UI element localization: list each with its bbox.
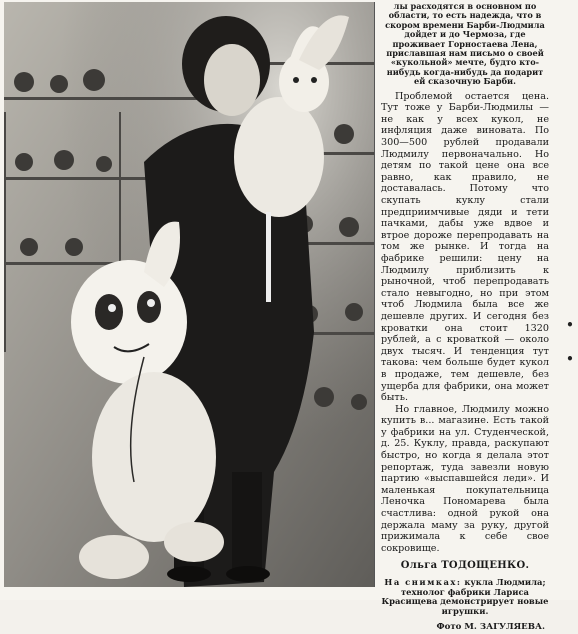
lead-paragraph-tail: лы расходятся в основном по области, то есть надежда, что в скором времени Барби-Людмила дойдет и до Чермоза, где проживает Горностаева Лена, приславшая нам письмо о своей «кукольной» мечте, будто кто-нибудь когда-нибудь да подарит ей сказочную Барби.	[385, 1, 545, 87]
article-photo	[4, 2, 375, 587]
article-paragraph: Проблемой остается цена. Тут тоже у Барби-Людмилы — не как у всех кукол, не инфляция даже виновата. По 300—500 рублей продавали Людмилу первоначально. Но детям по такой цене она все равно, как правило, не доставалась. Потому что скупать куклу стали предприимчивые дяди и тети пачками, дабы уже вдвое и втрое дороже перепродавать на том же рынке. И тогда на фабрике решили: цену на Людмилу приблизить к рыночной, чтоб перепродавать стало невыгодно, но при этом чтоб Людмила была все же дешевле других. И сегодня без кроватки она стоит 1320 рублей, а с кроваткой — около двух тысяч. И тенденция тут такова: чем больше будет кукол в продаже, тем дешевле, без ущерба для фабрики, она может быть.	[381, 90, 549, 404]
photo-caption	[381, 578, 549, 616]
article-paragraph: Но главное, Людмилу можно купить в... магазине. Есть такой у фабрики на ул. Студенческой, д. 25. Куклу, правда, раскупают быстро, но когда я делала этот репортаж, туда завезли новую партию «выспавшейся леди». И маленькая покупательница Леночка Пономарева была счастлива: одной рукой она держала маму за руку, другой прижимала к себе свое сокровище.	[381, 403, 549, 554]
photo-illustration	[4, 2, 374, 587]
article-text-column	[381, 1, 549, 633]
photo-credit: Фото М. ЗАГУЛЯЕВА.	[436, 622, 545, 633]
margin-mark: •	[566, 318, 574, 332]
caption-text: кукла Людмила; технолог фабрики Лариса Красищева демонстрирует новые игрушки.	[381, 577, 549, 616]
caption-label: На снимках:	[384, 577, 462, 587]
author-byline: Ольга ТОДОЩЕНКО.	[400, 560, 530, 572]
margin-mark: •	[566, 352, 574, 366]
